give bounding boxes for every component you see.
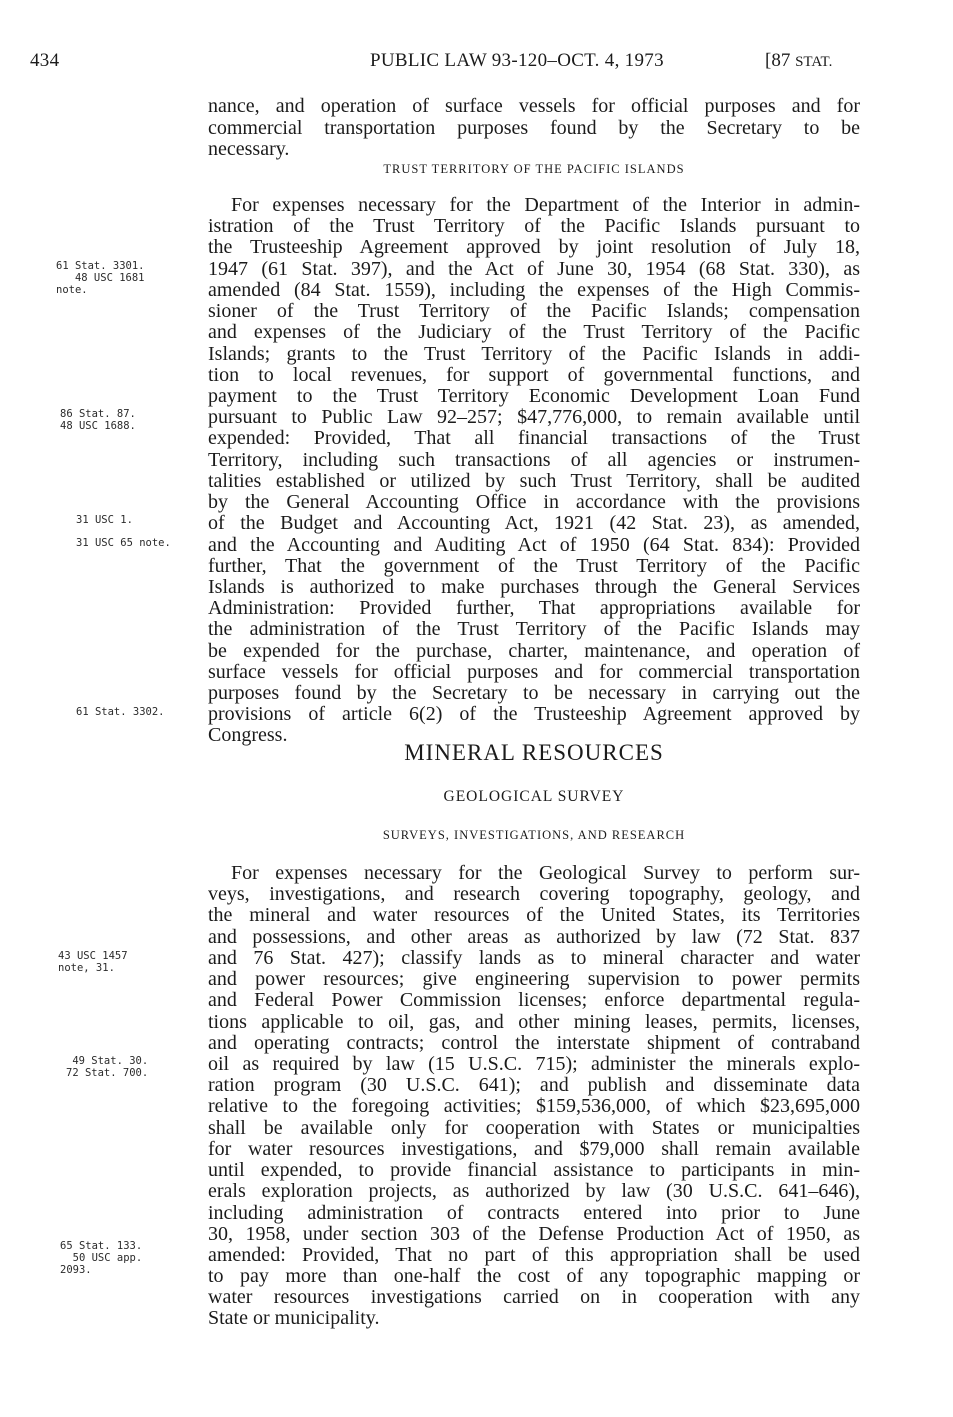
section-heading-mineral-resources: MINERAL RESOURCES [404, 740, 664, 765]
text-line: and operating contracts; control the interstate shipment of contraband [208, 1032, 860, 1054]
margin-note-line: 31 USC 1. [76, 514, 133, 526]
text-line: tions applicable to oil, gas, and other mining leases, permits, licenses, [208, 1011, 860, 1033]
text-line: payment to the Trust Territory Economic Development Loan Fund [208, 385, 860, 407]
margin-note-61-stat-3301 [56, 260, 145, 296]
volume-reference [765, 50, 832, 72]
text-line: 1947 (61 Stat. 397), and the Act of June 30, 1954 (68 Stat. 330), as [208, 258, 860, 280]
text-line: the mineral and water resources of the United States, its Territories [208, 904, 860, 926]
text-line: veys, investigations, and research covering topography, geology, and [208, 883, 860, 905]
text-line: amended: Provided, That no part of this appropriation shall be used [208, 1244, 860, 1266]
text-line: provisions of article 6(2) of the Trusteeship Agreement approved by [208, 703, 860, 725]
margin-note-65-stat-133 [60, 1240, 142, 1276]
text-line: relative to the foregoing activities; $159,536,000, of which $23,695,000 [208, 1095, 860, 1117]
text-line: and Federal Power Commission licenses; enforce departmental regula- [208, 989, 860, 1011]
text-line: ration program (30 U.S.C. 641); and publish and disseminate data [208, 1074, 860, 1096]
margin-note-86-stat-87 [60, 408, 136, 432]
text-line: the Trusteeship Agreement approved by joint resolution of July 18, [208, 236, 860, 258]
margin-note-line: note, 31. [58, 962, 115, 974]
text-line: necessary. [208, 138, 290, 160]
text-line: sioner of the Trust Territory of the Pacific Islands; compensation [208, 300, 860, 322]
margin-note-31-usc-65 [76, 537, 171, 549]
running-title: PUBLIC LAW 93-120–OCT. 4, 1973 [370, 50, 664, 71]
text-line: Administration: Provided further, That appropriations available for [208, 597, 860, 619]
text-line: and power resources; give engineering supervision to power permits [208, 968, 860, 990]
text-line: Congress. [208, 724, 288, 746]
text-line: and expenses of the Judiciary of the Trust Territory of the Pacific [208, 321, 860, 343]
text-line: tion to local revenues, for support of governmental functions, and [208, 364, 860, 386]
text-line: Islands is authorized to make purchases through the General Services [208, 576, 860, 598]
text-line: to pay more than one-half the cost of any topographic mapping or [208, 1265, 860, 1287]
page-number: 434 [30, 50, 60, 71]
text-line: commercial transportation purposes found by the Secretary to be [208, 117, 860, 139]
subheading-geological-survey: GEOLOGICAL SURVEY [443, 788, 625, 805]
text-line: istration of the Trust Territory of the Pacific Islands pursuant to [208, 215, 860, 237]
margin-note-49-stat-30 [66, 1055, 148, 1079]
text-line: For expenses necessary for the Department of the Interior in admin- [231, 194, 860, 216]
text-line: purposes found by the Secretary to be necessary in carrying out the [208, 682, 860, 704]
text-line: State or municipality. [208, 1307, 380, 1329]
text-line: including administration of contracts entered into prior to June [208, 1202, 860, 1224]
text-line: and the Accounting and Auditing Act of 1950 (64 Stat. 834): Provided [208, 534, 860, 556]
margin-note-line: 50 USC app. [72, 1252, 143, 1264]
margin-note-line: 86 Stat. 87. [60, 408, 136, 420]
text-line: and possessions, and other areas as authorized by law (72 Stat. 837 [208, 926, 860, 948]
text-line: until expended, to provide financial assistance to participants in min- [208, 1159, 860, 1181]
text-line: shall be available only for cooperation with States or municipalties [208, 1117, 860, 1139]
text-line: by the General Accounting Office in accordance with the provisions [208, 491, 860, 513]
margin-note-31-usc-1 [76, 514, 133, 526]
margin-note-line: 65 Stat. 133. [60, 1240, 143, 1252]
text-line: oil as required by law (15 U.S.C. 715); administer the minerals explo- [208, 1053, 860, 1075]
text-line: for water resources investigations, and $79,000 shall remain available [208, 1138, 860, 1160]
text-line: Territory, including such transactions of all agencies or instrumen- [208, 449, 860, 471]
text-line: talities established or utilized by such Trust Territory, shall be audited [208, 470, 860, 492]
text-line: amended (84 Stat. 1559), including the expenses of the High Commis- [208, 279, 860, 301]
text-line: be expended for the purchase, charter, maintenance, and operation of [208, 640, 860, 662]
margin-note-line: 61 Stat. 3302. [76, 706, 165, 718]
margin-note-line: 43 USC 1457 [58, 950, 128, 962]
text-line: and 76 Stat. 427); classify lands as to mineral character and water [208, 947, 860, 969]
volume-ref-prefix: [87 [765, 50, 796, 71]
text-line: nance, and operation of surface vessels for official purposes and for [208, 95, 860, 117]
text-line: of the Budget and Accounting Act, 1921 (42 Stat. 23), as amended, [208, 512, 860, 534]
margin-note-line: note. [56, 284, 88, 296]
margin-note-line: 31 USC 65 note. [76, 537, 171, 549]
margin-note-line: 72 Stat. 700. [66, 1067, 149, 1079]
text-line: expended: Provided, That all financial transactions of the Trust [208, 427, 860, 449]
subsubheading-surveys: SURVEYS, INVESTIGATIONS, AND RESEARCH [382, 828, 686, 842]
margin-note-line: 61 Stat. 3301. [56, 260, 145, 272]
margin-note-61-stat-3302 [76, 706, 165, 718]
section-heading-trust-territory: TRUST TERRITORY OF THE PACIFIC ISLANDS [383, 162, 685, 176]
volume-ref-abbrev: STAT. [795, 54, 833, 70]
text-line: the administration of the Trust Territory of the Pacific Islands may [208, 618, 860, 640]
text-line: surface vessels for official purposes and for commercial transportation [208, 661, 860, 683]
text-line: erals exploration projects, as authorized by law (30 U.S.C. 641–646), [208, 1180, 860, 1202]
margin-note-line: 48 USC 1681 [74, 272, 145, 284]
margin-note-line: 49 Stat. 30. [72, 1055, 149, 1067]
text-line: 30, 1958, under section 303 of the Defense Production Act of 1950, as [208, 1223, 860, 1245]
margin-note-line: 2093. [60, 1264, 92, 1276]
text-line: For expenses necessary for the Geological Survey to perform sur- [231, 862, 860, 884]
text-line: Islands; grants to the Trust Territory of the Pacific Islands in addi- [208, 343, 860, 365]
text-line: further, That the government of the Trust Territory of the Pacific [208, 555, 860, 577]
text-line: pursuant to Public Law 92–257; $47,776,000, to remain available until [208, 406, 860, 428]
text-line: water resources investigations carried on in cooperation with any [208, 1286, 860, 1308]
margin-note-line: 48 USC 1688. [60, 420, 136, 432]
margin-note-43-usc-1457 [58, 950, 128, 974]
